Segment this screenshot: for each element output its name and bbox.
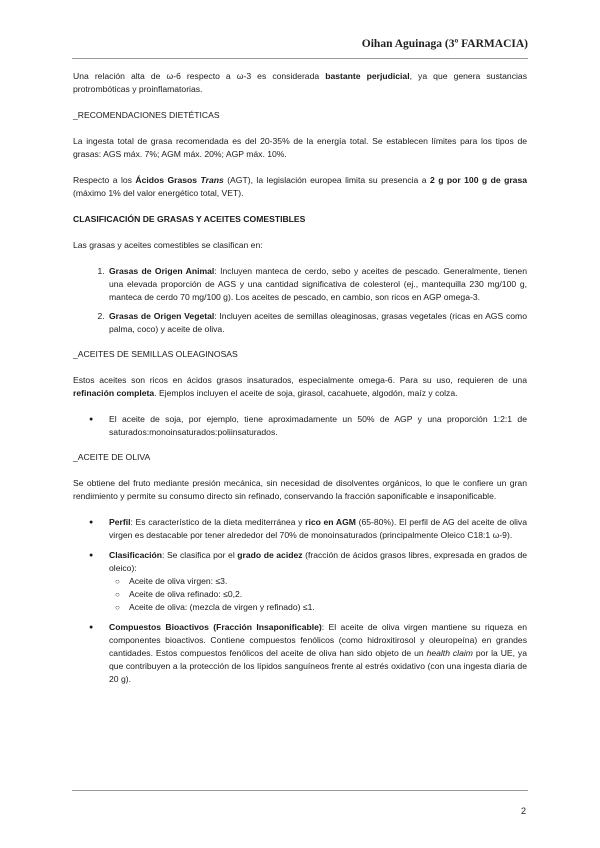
page-header-author: Oihan Aguinaga (3º FARMACIA) <box>361 38 528 50</box>
page-body <box>73 70 527 698</box>
section-heading-recommendations: _RECOMENDACIONES DIETÉTICAS <box>73 110 220 120</box>
olive-bullets <box>73 516 527 686</box>
section-heading-seed-oils: _ACEITES DE SEMILLAS OLEAGINOSAS <box>73 349 238 359</box>
list-item: ● Compuestos Bioactivos (Fracción Insaponificable): El aceite de oliva virgen mantiene su riqueza en componentes bioactivos. Contiene compuestos fenólicos (como hidroxitirosol y oleuropeína) en grandes cantidades. Estos compuestos fenólicos del aceite de oliva han sido objeto de un health claim por la UE, ya que contribuyen a la protección de los lípidos sanguíneos frente al estrés oxidativo (con una ingesta diaria de 20 g). <box>107 621 527 686</box>
header-rule <box>72 58 528 59</box>
page-number: 2 <box>520 806 526 816</box>
list-item: 2. Grasas de Origen Vegetal: Incluyen aceites de semillas oleaginosas, grasas vegetales (ricas en AGS como palma, coco) y aceite de oliva. <box>107 310 527 336</box>
seed-oils-bullets <box>73 413 527 439</box>
seed-oils-paragraph: Estos aceites son ricos en ácidos grasos insaturados, especialmente omega-6. Para su uso, requieren de una refinación completa. Ejemplos incluyen el aceite de soja, girasol, cacahuete, algodón, maíz y colza. <box>73 375 527 398</box>
rec-paragraph-1: La ingesta total de grasa recomendada es del 20-35% de la energía total. Se establecen límites para los tipos de grasas: AGS máx. 7%; AGM máx. 20%; AGP máx. 10%. <box>73 136 527 159</box>
sub-list-item: ○ Aceite de oliva virgen: ≤3. <box>129 575 527 588</box>
classification-list <box>73 265 527 336</box>
section-heading-olive-oil: _ACEITE DE OLIVA <box>73 452 151 462</box>
list-item: ● Perfil: Es característico de la dieta mediterránea y rico en AGM (65-80%). El perfil de AG del aceite de oliva virgen es destacable por tener alrededor del 70% de monoinsaturados (principalmente Oleico C18:1 ω-9). <box>107 516 527 542</box>
list-item: ● Clasificación: Se clasifica por el grado de acidez (fracción de ácidos grasos libres, expresada en grados de oleico): ○ Aceite de oliva virgen: ≤3. ○ Aceite de oliva refinado: ≤0,2. ○ Aceite de oliva: (mezcla de virgen y refinado) ≤1. <box>107 549 527 614</box>
list-item: ● El aceite de soja, por ejemplo, tiene aproximadamente un 50% de AGP y una proporción 1:2:1 de saturados:monoinsaturados:poliinsaturados. <box>107 413 527 439</box>
acidity-sublist <box>109 575 527 614</box>
sub-list-item: ○ Aceite de oliva refinado: ≤0,2. <box>129 588 527 601</box>
olive-paragraph: Se obtiene del fruto mediante presión mecánica, sin necesidad de disolventes orgánicos, lo que le confiere un gran rendimiento y permite su consumo directo sin refinado, conservando la fracción saponificable e insaponificable. <box>73 478 527 501</box>
rec-paragraph-2: Respecto a los Ácidos Grasos Trans (AGT), la legislación europea limita su presencia a 2 g por 100 g de grasa (máximo 1% del valor energético total, VET). <box>73 175 528 198</box>
list-item: 1. Grasas de Origen Animal: Incluyen manteca de cerdo, sebo y aceites de pescado. Generalmente, tienen una elevada proporción de AGS y una cantidad significativa de colesterol (ej., mantequilla 230 mg/100 g, manteca de cerdo 70 mg/100 g). Los aceites de pescado, en cambio, son ricos en AGP omega-3. <box>107 265 527 304</box>
footer-rule <box>72 790 528 791</box>
section-heading-classification: CLASIFICACIÓN DE GRASAS Y ACEITES COMESTIBLES <box>73 214 306 224</box>
classification-intro: Las grasas y aceites comestibles se clasifican en: <box>73 240 263 250</box>
intro-paragraph: Una relación alta de ω-6 respecto a ω-3 es considerada bastante perjudicial, ya que genera sustancias protrombóticas y proinflamatorias. <box>73 71 527 94</box>
sub-list-item: ○ Aceite de oliva: (mezcla de virgen y refinado) ≤1. <box>129 601 527 614</box>
